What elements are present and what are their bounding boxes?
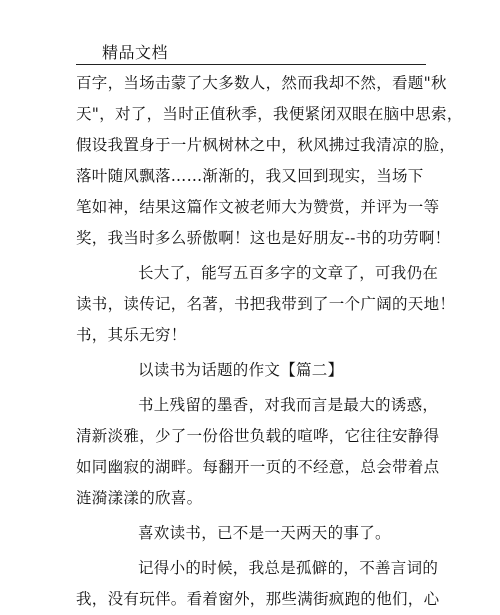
section-title: 以读书为话题的作文【篇二】 bbox=[138, 361, 344, 379]
paragraph-autumn-essay bbox=[76, 68, 463, 254]
paragraph-childhood bbox=[76, 553, 440, 615]
text-line: 书上残留的墨香，对我而言是最大的诱惑， bbox=[138, 396, 439, 414]
header-title: 精品文档 bbox=[102, 43, 169, 62]
paragraph-love-reading bbox=[76, 518, 436, 549]
text-line: 记得小的时候，我总是孤僻的，不善言词的 bbox=[138, 559, 439, 577]
text-line: 笔如神，结果这篇作文被老师大为赞赏，并评为一等 bbox=[76, 198, 440, 216]
text-line: 喜欢读书，已不是一天两天的事了。 bbox=[138, 524, 391, 542]
text-line: 如同幽寂的湖畔。每翻开一页的不经意，总会带着点 bbox=[76, 458, 440, 476]
text-line: 读书，读传记，名著，书把我带到了一个广阔的天地！ bbox=[76, 295, 456, 313]
paragraph-growing-up bbox=[76, 258, 456, 351]
text-line: 奖，我当时多么骄傲啊！这也是好朋友--书的功劳啊！ bbox=[76, 229, 451, 247]
paragraph-ink-fragrance bbox=[76, 390, 440, 514]
text-line: 百字，当场击蒙了大多数人，然而我却不然，看题"秋 bbox=[76, 74, 447, 92]
text-line: 书，其乐无穷！ bbox=[76, 326, 187, 344]
text-line: 假设我置身于一片枫树林之中，秋风拂过我清凉的脸， bbox=[76, 136, 456, 154]
page-header bbox=[76, 40, 426, 65]
text-line: 我，没有玩伴。看着窗外，那些满街疯跑的他们，心 bbox=[76, 590, 440, 608]
text-line: 长大了，能写五百多字的文章了，可我仍在 bbox=[138, 264, 439, 282]
text-line: 落叶随风飘落……渐渐的，我又回到现实，当场下 bbox=[76, 167, 424, 185]
text-line: 清新淡雅，少了一份俗世负载的喧哗，它往往安静得 bbox=[76, 427, 440, 445]
document-body bbox=[76, 68, 463, 615]
text-line: 涟漪漾漾的欣喜。 bbox=[76, 489, 203, 507]
text-line: 天"，对了，当时正值秋季，我便紧闭双眼在脑中思索， bbox=[76, 105, 463, 123]
section-heading bbox=[76, 355, 436, 386]
